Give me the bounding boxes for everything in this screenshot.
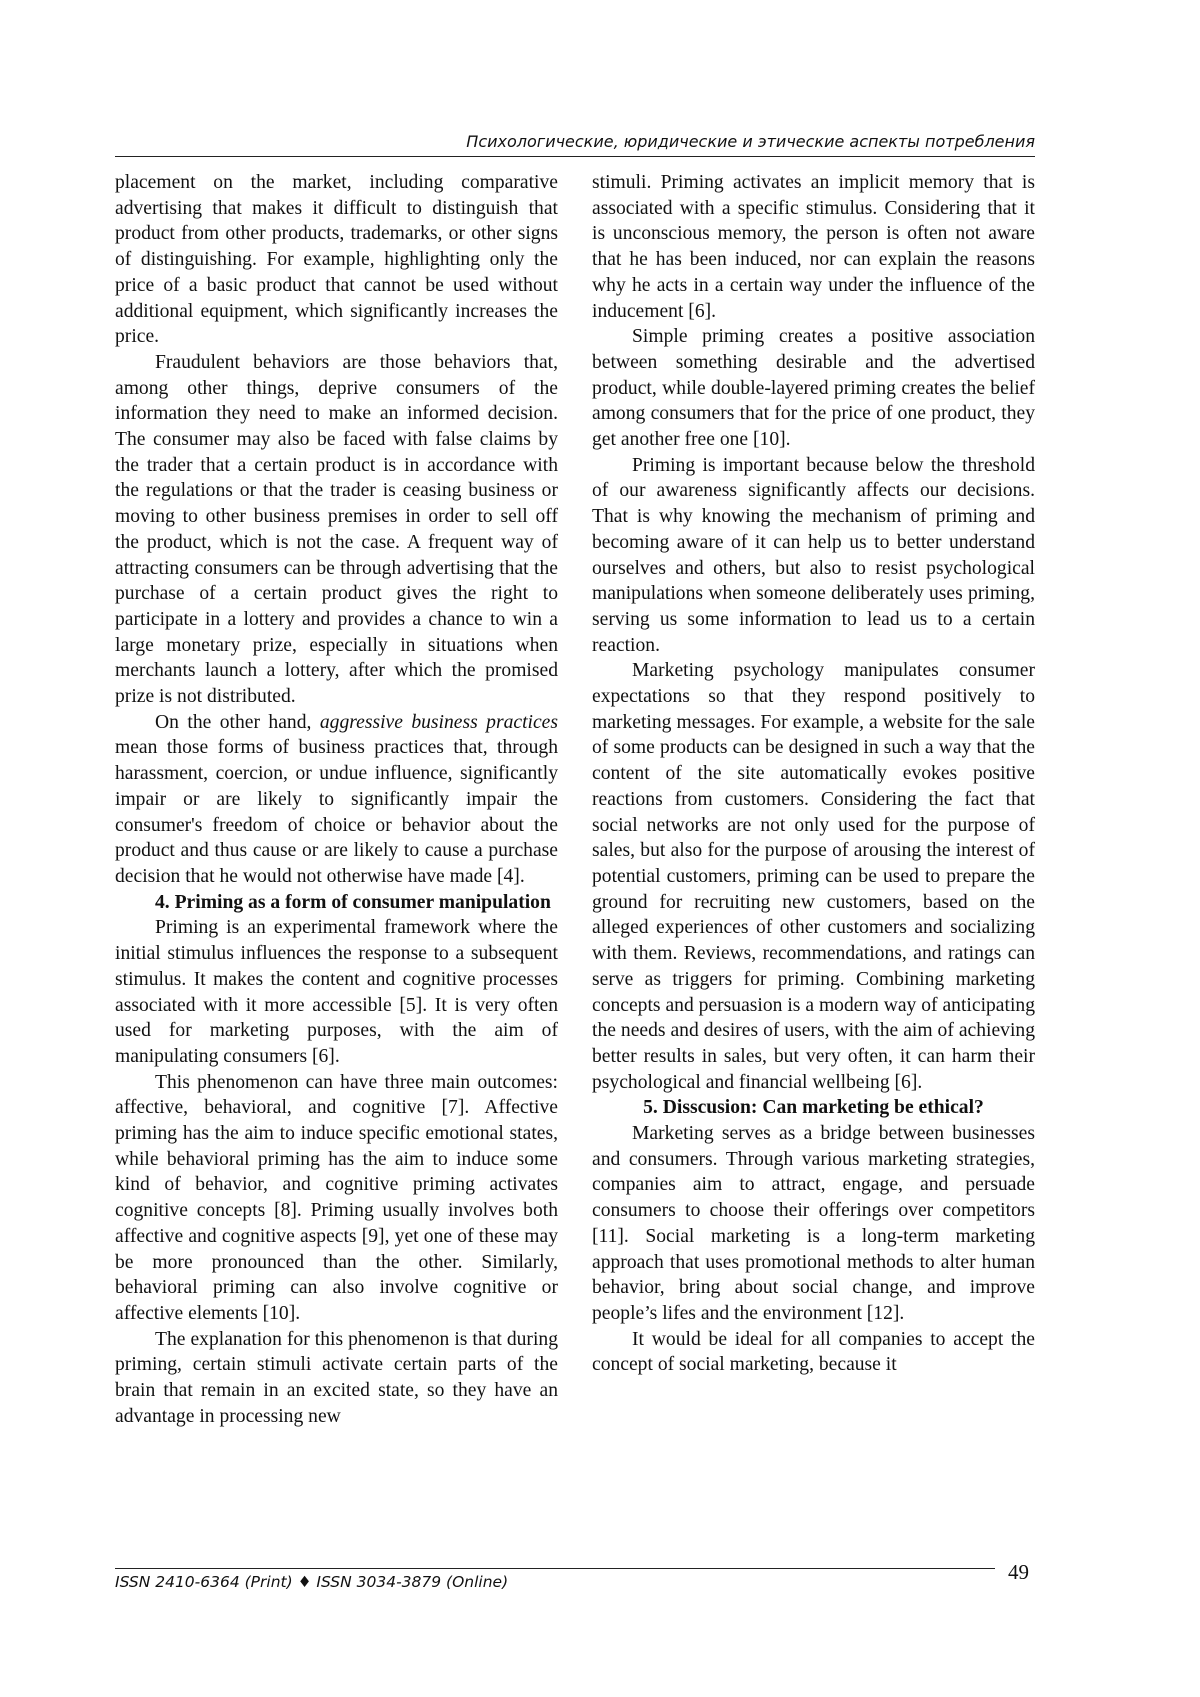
section-heading: 5. Disscusion: Can marketing be ethical? (643, 1097, 984, 1119)
text-span: On the other hand, (155, 711, 312, 733)
paragraph: stimuli. Priming activates an implicit memory that is associated with a specific stimulus. Considering that it is unconscious memory, the person is often not aware that he has been induced, nor can explain the reasons why he acts in a certain way under the influence of the inducement [6]. (592, 172, 1035, 322)
footer-divider (115, 1568, 995, 1569)
right-column (592, 170, 1035, 1378)
section-heading: 4. Priming as a form of consumer manipulation (155, 891, 551, 913)
paragraph (115, 710, 558, 890)
page-number: 49 (1008, 1560, 1029, 1584)
paragraph: This phenomenon can have three main outcomes: affective, behavioral, and cognitive [7]. Affective priming has the aim to induce specific emotional states, while behavioral priming has the aim to induce some kind of behavior, and cognitive priming activates cognitive concepts [8]. Priming usually involves both affective and cognitive aspects [9], yet one of these may be more pronounced than the other. Similarly, behavioral priming can also involve cognitive or affective elements [10]. (115, 1071, 558, 1324)
paragraph: Priming is an experimental framework where the initial stimulus influences the response to a subsequent stimulus. It makes the content and cognitive processes associated with it more accessible [5]. It is very often used for marketing purposes, with the aim of manipulating consumers [6]. (115, 917, 558, 1067)
running-header: Психологические, юридические и этические аспекты потребления (466, 132, 1035, 151)
footer-issn: ISSN 2410-6364 (Print) ♦ ISSN 3034-3879 (Online) (115, 1573, 509, 1591)
paragraph: placement on the market, including comparative advertising that makes it difficult to distinguish that product from other products, trademarks, or other signs of distinguishing. For example, highlighting only the price of a basic product that cannot be used without additional equipment, which significantly increases the price. (115, 172, 558, 348)
paragraph: Marketing psychology manipulates consumer expectations so that they respond positively to marketing messages. For example, a website for the sale of some products can be designed in such a way that the content of the site automatically evokes positive reactions from customers. Considering the fact that social networks are not only used for the purpose of sales, but also for the purpose of arousing the interest of potential customers, priming can be used to prepare the ground for recruiting new customers, based on the alleged experiences of other customers and socializing with them. Reviews, recommendations, and ratings can serve as triggers for priming. Combining marketing concepts and persuasion is a modern way of anticipating the needs and desires of users, with the aim of achieving better results in sales, but very often, it can harm their psychological and financial wellbeing [6]. (592, 660, 1035, 1093)
italic-term: aggressive business practices (319, 711, 558, 733)
text-span: mean those forms of business practices that, through harassment, coercion, or undue influence, significantly impair or are likely to significantly impair the consumer's freedom of choice or behavior about the product and thus cause or are likely to cause a purchase decision that he would not otherwise have made [4]. (115, 737, 558, 887)
header-divider (115, 156, 1035, 157)
paragraph: Marketing serves as a bridge between businesses and consumers. Through various marketing strategies, companies aim to attract, engage, and persuade consumers to choose their offerings over competitors [11]. Social marketing is a long-term marketing approach that uses promotional methods to alter human behavior, bring about social change, and improve people’s lifes and the environment [12]. (592, 1123, 1035, 1324)
paragraph: The explanation for this phenomenon is that during priming, certain stimuli activate certain parts of the brain that remain in an excited state, so they have an advantage in processing new (115, 1328, 558, 1427)
paragraph: It would be ideal for all companies to accept the concept of social marketing, because it (592, 1328, 1035, 1376)
paragraph: Fraudulent behaviors are those behaviors that, among other things, deprive consumers of the information they need to make an informed decision. The consumer may also be faced with false claims by the trader that a certain product is in accordance with the regulations or that the trader is ceasing business or moving to other business premises in order to sell off the product, which is not the case. A frequent way of attracting consumers can be through advertising that the purchase of a certain product gives the right to participate in a lottery and provides a chance to win a large monetary prize, especially in situations when merchants launch a lottery, after which the promised prize is not distributed. (115, 351, 558, 708)
left-column (115, 170, 558, 1429)
paragraph: Simple priming creates a positive association between something desirable and the advertised product, while double-layered priming creates the belief among consumers that for the price of one product, they get another free one [10]. (592, 326, 1035, 451)
paragraph: Priming is important because below the threshold of our awareness significantly affects our decisions. That is why knowing the mechanism of priming and becoming aware of it can help us to better understand ourselves and others, but also to resist psychological manipulations when someone deliberately uses priming, serving us some information to lead us to a certain reaction. (592, 454, 1035, 656)
